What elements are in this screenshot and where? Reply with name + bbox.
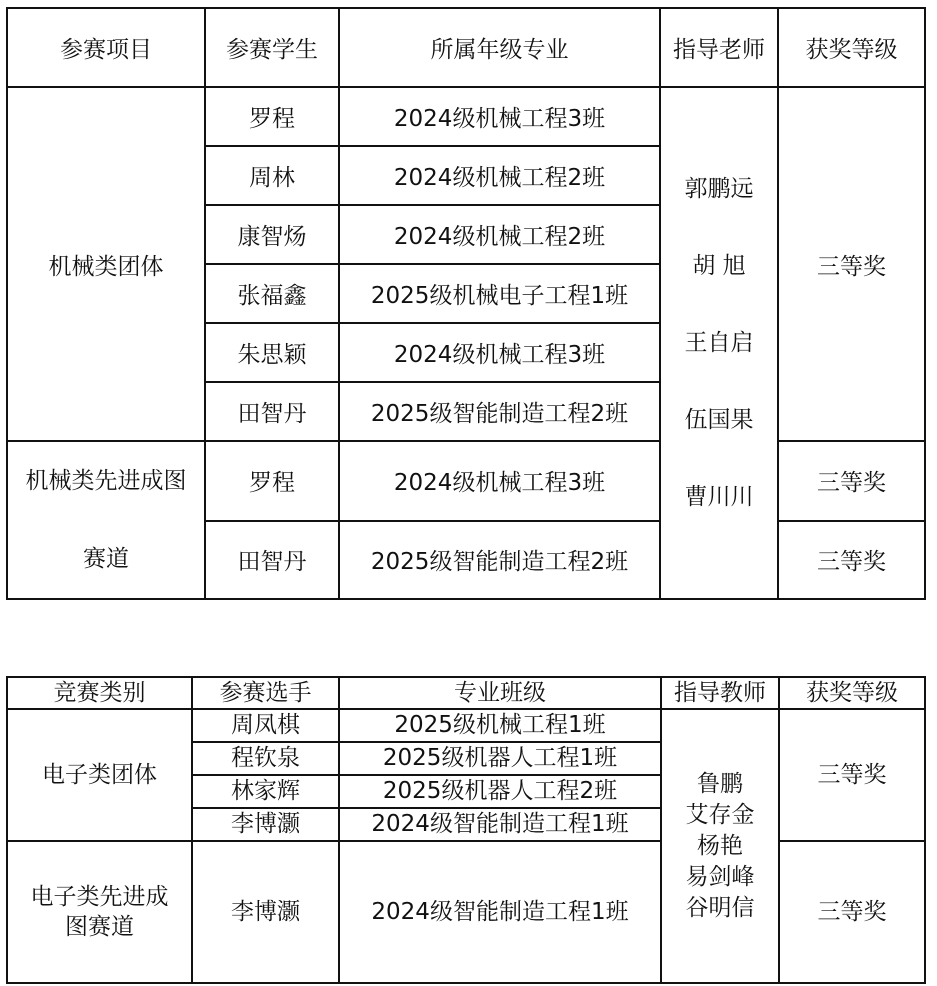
category-cell: 机械类团体 — [7, 87, 205, 441]
student-cell: 林家辉 — [192, 775, 339, 808]
table-row — [7, 87, 925, 146]
header-cell: 参赛项目 — [7, 8, 205, 87]
table-header-row — [7, 8, 925, 87]
student-cell: 周林 — [205, 146, 339, 205]
student-cell: 田智丹 — [205, 521, 339, 600]
table-row — [7, 841, 925, 983]
table-row — [7, 441, 925, 521]
class-cell: 2024级智能制造工程1班 — [339, 841, 661, 983]
class-cell: 2025级智能制造工程2班 — [339, 521, 660, 600]
class-cell: 2024级机械工程2班 — [339, 205, 660, 264]
class-cell: 2024级机械工程2班 — [339, 146, 660, 205]
student-cell: 康智炀 — [205, 205, 339, 264]
header-cell: 获奖等级 — [779, 677, 925, 709]
student-cell: 李博灏 — [192, 808, 339, 841]
teacher-name: 曹川川 — [684, 483, 754, 510]
table-row — [7, 709, 925, 742]
teacher-name: 谷明信 — [685, 894, 755, 921]
student-cell: 罗程 — [205, 441, 339, 521]
category-cell — [7, 841, 192, 983]
header-cell: 参赛学生 — [205, 8, 339, 87]
student-cell: 程钦泉 — [192, 742, 339, 775]
header-cell: 获奖等级 — [778, 8, 925, 87]
teacher-cell — [660, 87, 778, 599]
class-cell: 2025级机械电子工程1班 — [339, 264, 660, 323]
teacher-name: 伍国果 — [684, 406, 754, 433]
award-table-2 — [6, 676, 926, 984]
teacher-name: 艾存金 — [685, 801, 755, 828]
table-header-row — [7, 677, 925, 709]
class-cell: 2024级机械工程3班 — [339, 87, 660, 146]
student-cell: 李博灏 — [192, 841, 339, 983]
student-cell: 罗程 — [205, 87, 339, 146]
class-cell: 2025级机器人工程1班 — [339, 742, 661, 775]
header-cell: 指导教师 — [661, 677, 779, 709]
award-cell: 三等奖 — [779, 709, 925, 841]
category-line: 赛道 — [83, 546, 129, 572]
header-cell: 竞赛类别 — [7, 677, 192, 709]
class-cell: 2025级机械工程1班 — [339, 709, 661, 742]
category-cell: 电子类团体 — [7, 709, 192, 841]
award-cell: 三等奖 — [778, 441, 925, 521]
teacher-name: 胡 旭 — [692, 252, 746, 279]
teacher-cell — [661, 709, 779, 983]
header-cell: 指导老师 — [660, 8, 778, 87]
class-cell: 2025级智能制造工程2班 — [339, 382, 660, 441]
category-line: 机械类先进成图 — [25, 468, 187, 494]
class-cell: 2024级机械工程3班 — [339, 323, 660, 382]
category-line: 电子类先进成 — [30, 884, 169, 910]
class-cell: 2024级智能制造工程1班 — [339, 808, 661, 841]
student-cell: 张福鑫 — [205, 264, 339, 323]
header-cell: 所属年级专业 — [339, 8, 660, 87]
award-cell: 三等奖 — [778, 87, 925, 441]
teacher-name: 郭鹏远 — [684, 175, 754, 202]
teacher-name: 鲁鹏 — [697, 770, 743, 797]
category-line: 图赛道 — [65, 914, 134, 940]
teacher-name: 易剑峰 — [685, 863, 755, 890]
class-cell: 2025级机器人工程2班 — [339, 775, 661, 808]
class-cell: 2024级机械工程3班 — [339, 441, 660, 521]
student-cell: 田智丹 — [205, 382, 339, 441]
student-cell: 周凤棋 — [192, 709, 339, 742]
header-cell: 专业班级 — [339, 677, 661, 709]
award-cell: 三等奖 — [778, 521, 925, 600]
category-cell — [7, 441, 205, 599]
student-cell: 朱思颖 — [205, 323, 339, 382]
teacher-name: 王自启 — [684, 329, 754, 356]
header-cell: 参赛选手 — [192, 677, 339, 709]
award-table-1 — [6, 7, 926, 600]
teacher-name: 杨艳 — [697, 832, 743, 859]
award-cell: 三等奖 — [779, 841, 925, 983]
